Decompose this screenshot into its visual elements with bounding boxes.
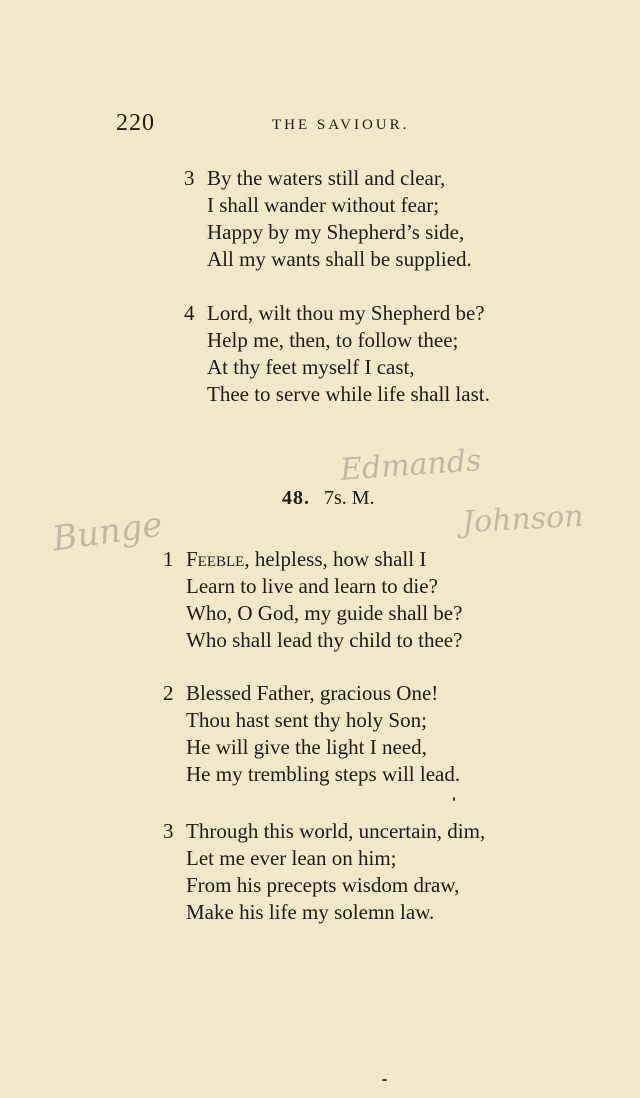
verse-line: Make his life my solemn law. xyxy=(186,900,435,924)
verse-number: 1 xyxy=(163,547,174,571)
verse-line: I shall wander without fear; xyxy=(207,193,440,217)
verse-line: By the waters still and clear, xyxy=(207,166,446,190)
verse-line-rest: , helpless, how shall I xyxy=(244,547,427,571)
verse-line: Lord, wilt thou my Shepherd be? xyxy=(207,301,485,325)
verse-line: Help me, then, to follow thee; xyxy=(207,328,459,352)
verse-line: Happy by my Shepherd’s side, xyxy=(207,220,465,244)
hymn-meter: 7s. M. xyxy=(324,487,375,509)
verse-number: 2 xyxy=(163,681,174,705)
verse-number: 3 xyxy=(184,166,195,190)
verse-line: From his precepts wisdom draw, xyxy=(186,873,460,897)
verse-line: He my trembling steps will lead. xyxy=(186,762,461,786)
handwritten-annotation-top: Edmands xyxy=(338,443,483,488)
verse-line: Who, O God, my guide shall be? xyxy=(186,601,463,625)
hymn-verse-2 xyxy=(163,680,543,788)
handwritten-annotation-right: Johnson xyxy=(461,498,585,541)
hymn-verse-1 xyxy=(163,546,543,654)
handwritten-annotation-left: Bunge xyxy=(49,504,165,560)
verse-line: He will give the light I need, xyxy=(186,735,427,759)
hymn-heading xyxy=(282,487,375,510)
verse-number: 4 xyxy=(184,301,195,325)
running-head: THE SAVIOUR. xyxy=(272,117,410,133)
verse-line: Let me ever lean on him; xyxy=(186,846,397,870)
hymn-verse-3 xyxy=(163,818,553,926)
verse-line xyxy=(186,546,543,573)
verse-line: Who shall lead thy child to thee? xyxy=(186,628,463,652)
verse-line: At thy feet myself I cast, xyxy=(207,355,415,379)
verse-line: Learn to live and learn to die? xyxy=(186,574,438,598)
verse-line: Thee to serve while life shall last. xyxy=(207,382,490,406)
prev-verse-3 xyxy=(184,165,544,273)
prev-verse-4 xyxy=(184,300,544,408)
verse-number: 3 xyxy=(163,819,174,843)
verse-line: All my wants shall be supplied. xyxy=(207,247,472,271)
hymn-number: 48. xyxy=(282,487,310,509)
ink-speck xyxy=(382,1079,387,1081)
verse-first-word: Feeble xyxy=(186,547,245,571)
ink-speck xyxy=(453,797,455,801)
verse-line: Through this world, uncertain, dim, xyxy=(186,819,486,843)
verse-line: Thou hast sent thy holy Son; xyxy=(186,708,427,732)
verse-line: Blessed Father, gracious One! xyxy=(186,681,439,705)
page-number: 220 xyxy=(116,110,155,136)
